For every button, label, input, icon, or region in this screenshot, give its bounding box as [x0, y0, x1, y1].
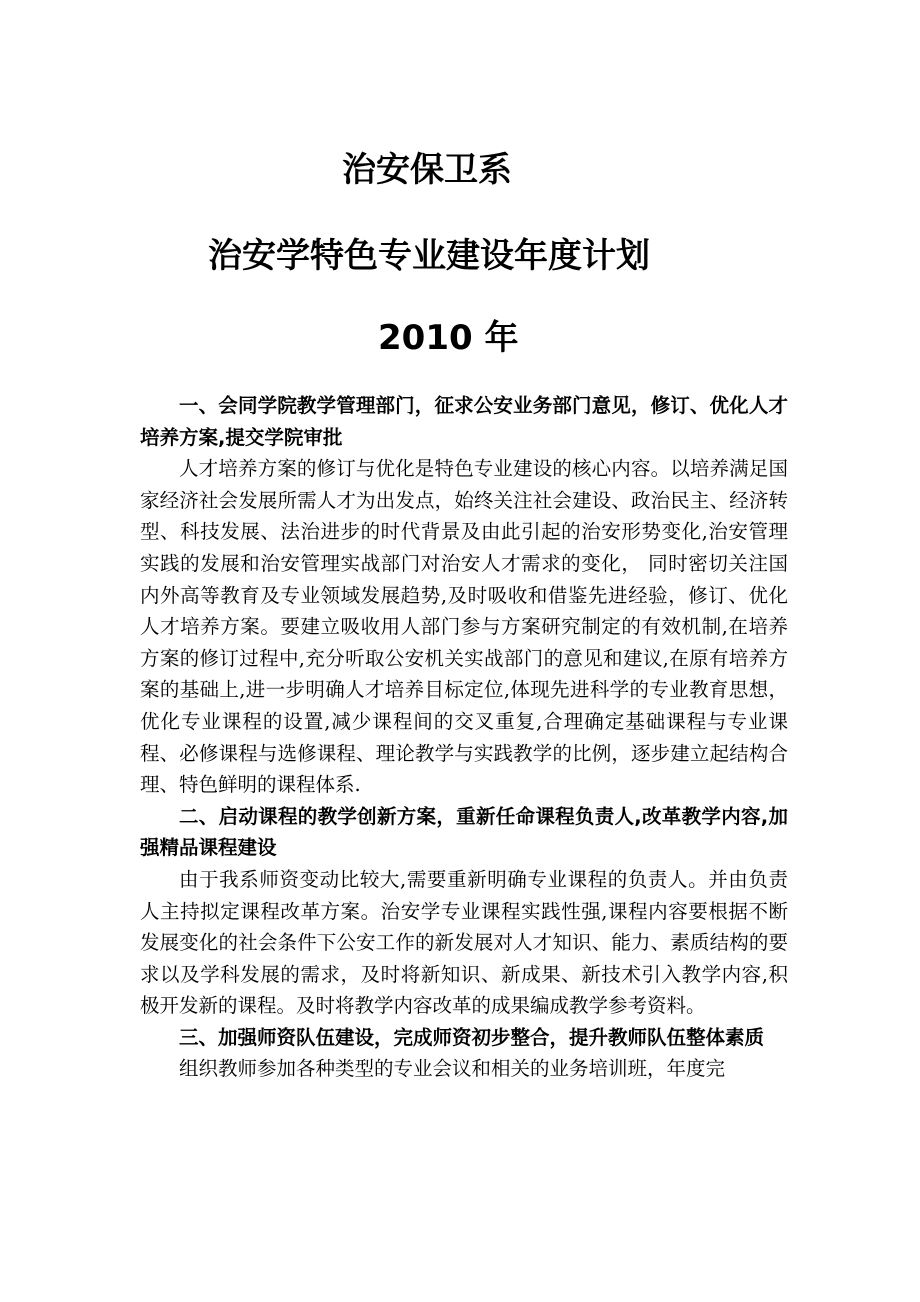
year-title: 2010 年 [378, 318, 519, 358]
department-title: 治安保卫系 [342, 150, 512, 190]
plan-title: 治安学特色专业建设年度计划 [208, 236, 650, 276]
section-heading-3: 三、加强师资队伍建设，完成师资初步整合，提升教师队伍整体素质 [179, 1025, 765, 1049]
section-heading-2: 二、启动课程的教学创新方案，重新任命课程负责人,改革教学内容,加强精品课程建设 [140, 804, 788, 860]
section-paragraph-3: 组织教师参加各种类型的专业会议和相关的业务培训班，年度完 [179, 1057, 726, 1081]
section-paragraph-1: 人才培养方案的修订与优化是特色专业建设的核心内容。以培养满足国家经济社会发展所需人才为出发点，始终关注社会建设、政治民主、经济转型、科技发展、法治进步的时代背景及由此引起的治安形势变化,治安管理实践的发展和治安管理实战部门对治安人才需求的变化， 同时密切关注国内外高等教育及专业领域发展趋势,及时吸收和借鉴先进经验，修订、优化人才培养方案。要建立吸收用人部门参与方案研究制定的有效机制,在培养方案的修订过程中,充分听取公安机关实战部门的意见和建议,在原有培养方案的基础上,进一步明确人才培养目标定位,体现先进科学的专业教育思想，优化专业课程的设置,减少课程间的交叉重复,合理确定基础课程与专业课程、必修课程与选修课程、理论教学与实践教学的比例，逐步建立起结构合理、特色鲜明的课程体系. [140, 457, 788, 797]
section-heading-1: 一、会同学院教学管理部门，征求公安业务部门意见，修订、优化人才培养方案,提交学院审批 [140, 394, 788, 449]
document-body [140, 390, 788, 1085]
section-paragraph-2: 由于我系师资变动比较大,需要重新明确专业课程的负责人。并由负责人主持拟定课程改革方案。治安学专业课程实践性强,课程内容要根据不断发展变化的社会条件下公安工作的新发展对人才知识、能力、素质结构的要求以及学科发展的需求，及时将新知识、新成果、新技术引入教学内容,积极开发新的课程。及时将教学内容改革的成果编成教学参考资料。 [140, 867, 788, 1018]
